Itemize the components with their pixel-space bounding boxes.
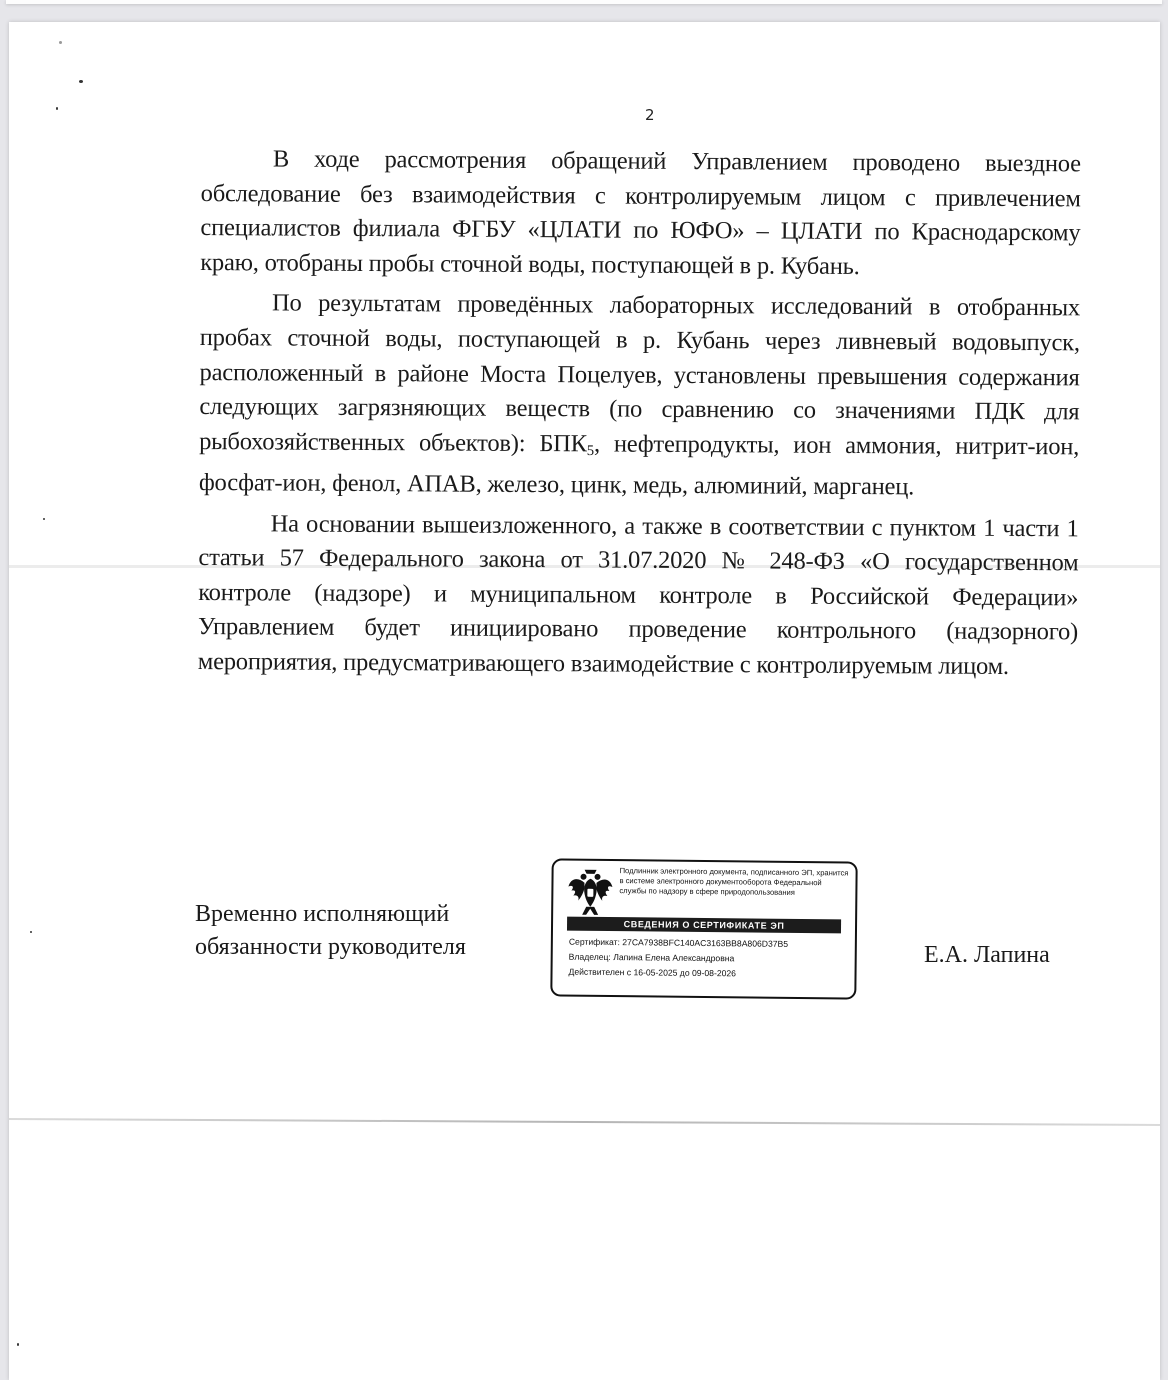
signer-position-line1: Временно исполняющий [195, 901, 450, 927]
stamp-notice-text: Подлинник электронного документа, подписанного ЭП, хранится в системе электронного документооборота Федеральной службы по надзору в сфере природопользования [619, 866, 849, 897]
scan-speck [56, 107, 58, 110]
certificate-validity: Действителен с 16-05-2025 до 09-08-2026 [568, 966, 737, 979]
stamp-banner: СВЕДЕНИЯ О СЕРТИФИКАТЕ ЭП [567, 917, 841, 934]
electronic-signature-stamp [550, 858, 857, 999]
pollutant-list: , нефтепродукты, ион аммония, нитрит-ион, фосфат-ион, фенол, АПАВ, железо, цинк, медь, алюминий, марганец. [198, 430, 1080, 501]
lab-results-text: По результатам проведённых лабораторных исследований в отобранных пробах сточной воды, поступающей в р. Кубань через ливневый водовыпуск, расположенный в районе Моста Поцелуев, установлены превышения содержания следующих загрязняющих веществ (по сравнению со значениями ПДК для рыбохозяйственных объектов): БПК [199, 289, 1081, 458]
scan-speck [43, 518, 45, 520]
letter-body [198, 142, 1081, 685]
scan-speck [17, 1343, 19, 1346]
signer-name: Е.А. Лапина [924, 942, 1050, 968]
previous-page-edge [6, 0, 1162, 4]
bpk-subscript: 5 [586, 442, 595, 459]
signer-position-line2: обязанности руководителя [195, 934, 466, 960]
paper-fold-line [9, 1118, 1160, 1126]
scan-speck [59, 41, 62, 44]
scan-speck [79, 80, 83, 83]
scan-speck [30, 931, 32, 933]
paragraph-conclusion: На основании вышеизложенного, а также в соответствии с пунктом 1 части 1 статьи 57 Федерального закона от 31.07.2020 № 248-ФЗ «О государственном контроле (надзоре) и муниципальном контроле в Российской Федерации» Управлением будет инициировано проведение контрольного (надзорного) мероприятия, предусматривающего взаимодействие с контролируемым лицом. [197, 510, 1079, 680]
page-number: 2 [645, 106, 655, 124]
paragraph-inspection: В ходе рассмотрения обращений Управлением проводено выездное обследование без взаимодействия с контролируемым лицом с привлечением специалистов филиала ФГБУ «ЦЛАТИ по ЮФО» – ЦЛАТИ по Краснодарскому краю, отобраны пробы сточной воды, поступающей в р. Кубань. [200, 145, 1081, 280]
russian-double-headed-eagle-icon [567, 867, 614, 917]
certificate-owner: Владелец: Лапина Елена Александровна [568, 951, 735, 964]
certificate-number: Сертификат: 27CA7938BFC140AC3163BB8A806D37B5 [568, 936, 789, 949]
document-page [9, 22, 1160, 1380]
signer-position [195, 898, 466, 964]
paragraph-lab-results [199, 286, 1080, 506]
